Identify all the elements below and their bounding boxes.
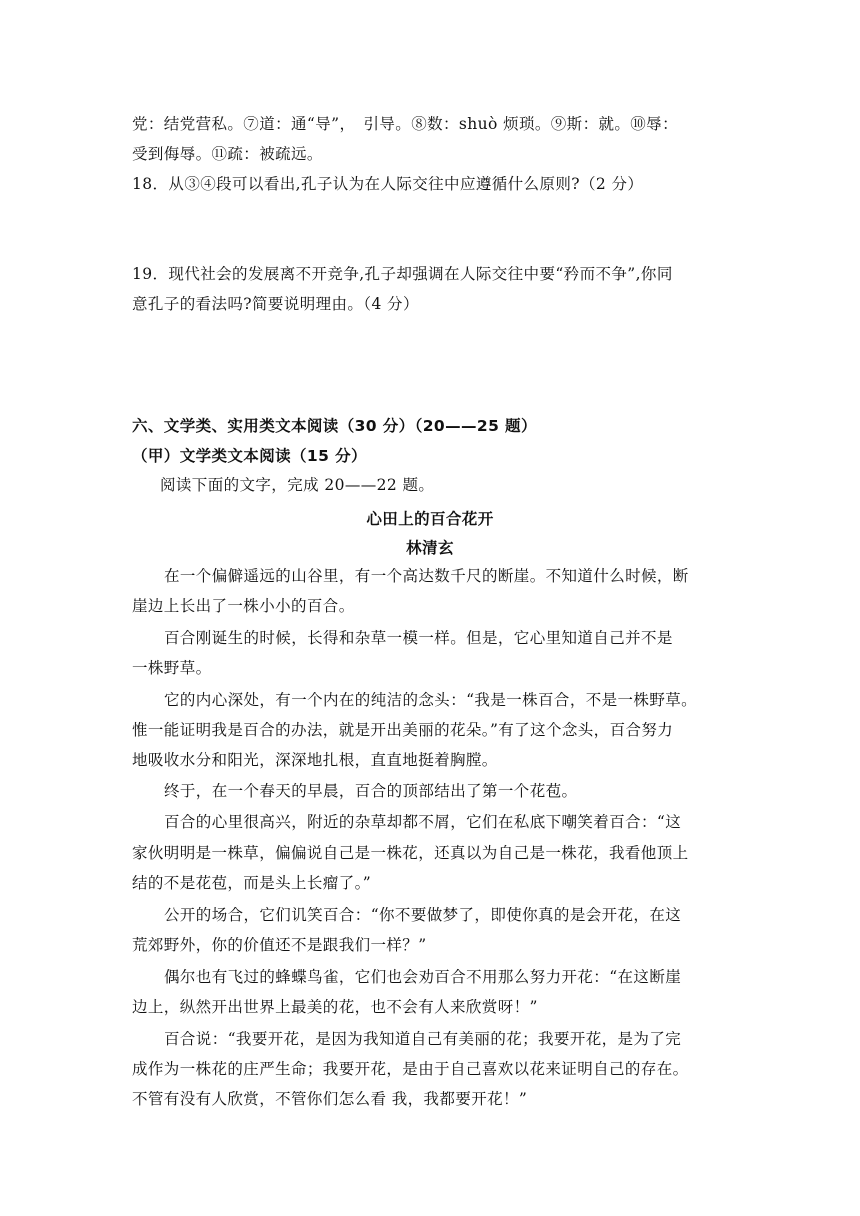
article-author: 林清玄 (406, 539, 454, 557)
article-title: 心田上的百合花开 (366, 510, 494, 528)
article-paragraph-line: 不管有没有人欣赏，不管你们怎么看 我，我都要开花！” (132, 1090, 528, 1108)
question-18: 18．从③④段可以看出,孔子认为在人际交往中应遵循什么原则?（2 分） (132, 175, 644, 193)
article-paragraph-line: 百合说：“我要开花，是因为我知道自己有美丽的花；我要开花，是为了完 (164, 1030, 682, 1048)
article-paragraph-line: 偶尔也有飞过的蜂蝶鸟雀，它们也会劝百合不用那么努力开花：“在这断崖 (164, 968, 682, 986)
article-paragraph-line: 终于，在一个春天的早晨，百合的顶部结出了第一个花苞。 (164, 782, 578, 800)
article-paragraph-line: 地吸收水分和阳光，深深地扎根，直直地挺着胸膛。 (132, 751, 498, 769)
article-paragraph-line: 它的内心深处，有一个内在的纯洁的念头：“我是一株百合，不是一株野草。 (164, 691, 698, 709)
annotation-line: 受到侮辱。⑪疏：被疏远。 (132, 145, 323, 163)
article-paragraph-line: 公开的场合，它们讥笑百合：“你不要做梦了，即使你真的是会开花，在这 (164, 906, 682, 924)
article-paragraph-line: 边上，纵然开出世界上最美的花，也不会有人来欣赏呀！” (132, 998, 538, 1016)
article-paragraph-line: 惟一能证明我是百合的办法，就是开出美丽的花朵。”有了这个念头，百合努力 (132, 721, 674, 739)
instruction: 阅读下面的文字，完成 20——22 题。 (160, 476, 435, 494)
article-paragraph-line: 一株野草。 (132, 659, 212, 677)
subsection-title: （甲）文学类文本阅读（15 分） (132, 447, 367, 465)
article-paragraph-line: 百合的心里很高兴，附近的杂草却都不屑，它们在私底下嘲笑着百合：“这 (164, 813, 682, 831)
article-paragraph-line: 成作为一株花的庄严生命；我要开花，是由于自己喜欢以花来证明自己的存在。 (132, 1060, 689, 1078)
annotation-line: 党：结党营私。⑦道：通“导”， 引导。⑧数：shuò 烦琐。⑨斯：就。⑩辱： (132, 115, 678, 133)
question-19: 19．现代社会的发展离不开竞争,孔子却强调在人际交往中要“矜而不争”,你同 (132, 265, 673, 283)
article-paragraph-line: 百合刚诞生的时候，长得和杂草一模一样。但是，它心里知道自己并不是 (164, 629, 673, 647)
article-paragraph-line: 在一个偏僻遥远的山谷里，有一个高达数千尺的断崖。不知道什么时候，断 (164, 567, 689, 585)
section-title: 六、文学类、实用类文本阅读（30 分）（20——25 题） (132, 417, 537, 435)
article-paragraph-line: 荒郊野外，你的价值还不是跟我们一样？” (132, 936, 427, 954)
question-19-cont: 意孔子的看法吗?简要说明理由。（4 分） (132, 295, 419, 313)
article-paragraph-line: 崖边上长出了一株小小的百合。 (132, 597, 355, 615)
article-paragraph-line: 家伙明明是一株草，偏偏说自己是一株花，还真以为自己是一株花，我看他顶上 (132, 844, 689, 862)
article-paragraph-line: 结的不是花苞，而是头上长瘤了。” (132, 874, 372, 892)
